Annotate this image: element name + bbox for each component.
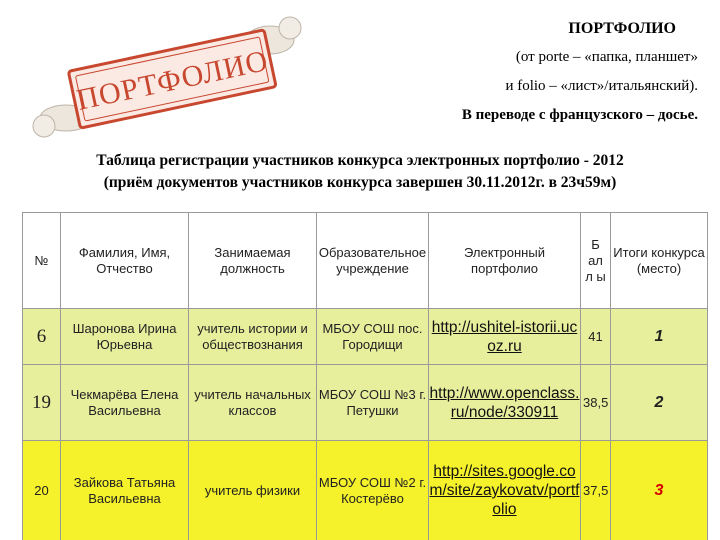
table-caption — [0, 150, 720, 194]
registration-table — [22, 212, 708, 540]
header-title: ПОРТФОЛИО — [568, 20, 676, 37]
portfolio-link[interactable]: http://sites.google.com/site/zaykovatv/portfolio — [429, 463, 580, 518]
cell-school: МБОУ СОШ №2 г. Костерёво — [317, 441, 429, 540]
cell-portfolio — [429, 441, 581, 540]
header-num: № — [23, 213, 61, 309]
cell-name: Шаронова Ирина Юрьевна — [61, 309, 189, 365]
cell-place: 1 — [611, 309, 708, 365]
cell-school: МБОУ СОШ №3 г. Петушки — [317, 365, 429, 441]
table-row — [23, 441, 708, 540]
portfolio-logo-stamp-icon — [22, 8, 312, 143]
header-position: Занимаемая должность — [189, 213, 317, 309]
header-line-2: (от porte – «папка, планшет» — [515, 49, 698, 65]
portfolio-link[interactable]: http://www.openclass.ru/node/330911 — [429, 384, 580, 421]
cell-place: 3 — [611, 441, 708, 540]
portfolio-logo — [22, 8, 312, 143]
cell-position: учитель начальных классов — [189, 365, 317, 441]
table-row — [23, 309, 708, 365]
cell-position: учитель истории и обществознания — [189, 309, 317, 365]
cell-num: 19 — [23, 365, 61, 441]
header-result: Итоги конкурса (место) — [611, 213, 708, 309]
portfolio-link[interactable]: http://ushitel-istorii.ucoz.ru — [431, 318, 578, 355]
header-points: Б ал л ы — [581, 213, 611, 309]
header-line-4: В переводе с французского – досье. — [461, 107, 698, 123]
header-line-3: и folio – «лист»/итальянский). — [505, 78, 698, 94]
header-name: Фамилия, Имя, Отчество — [61, 213, 189, 309]
table-row — [23, 365, 708, 441]
cell-num: 6 — [23, 309, 61, 365]
header-block — [338, 14, 698, 130]
caption-line-1: Таблица регистрации участников конкурса электронных портфолио - 2012 — [96, 152, 624, 169]
cell-name: Чекмарёва Елена Васильевна — [61, 365, 189, 441]
cell-portfolio — [429, 365, 581, 441]
table-header-row — [23, 213, 708, 309]
cell-school: МБОУ СОШ пос. Городищи — [317, 309, 429, 365]
cell-place: 2 — [611, 365, 708, 441]
header-school: Образовательное учреждение — [317, 213, 429, 309]
cell-points: 41 — [581, 309, 611, 365]
caption-line-2: (приём документов участников конкурса завершен 30.11.2012г. в 23ч59м) — [103, 174, 617, 191]
registration-table-wrap — [22, 212, 707, 540]
cell-num: 20 — [23, 441, 61, 540]
header-portfolio: Электронный портфолио — [429, 213, 581, 309]
cell-position: учитель физики — [189, 441, 317, 540]
cell-points: 38,5 — [581, 365, 611, 441]
cell-portfolio — [429, 309, 581, 365]
logo-text: ПОРТФОЛИО — [73, 44, 272, 117]
cell-name: Зайкова Татьяна Васильевна — [61, 441, 189, 540]
cell-points: 37,5 — [581, 441, 611, 540]
